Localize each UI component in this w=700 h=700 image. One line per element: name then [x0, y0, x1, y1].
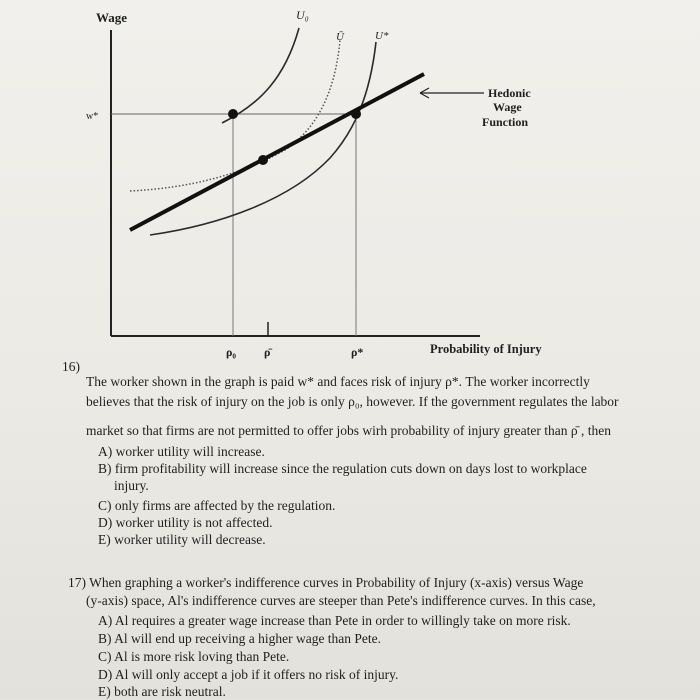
q17-option-a: A) Al requires a greater wage increase than Pete in order to willingly take on more risk.	[98, 613, 571, 628]
q16-line-2: believes that the risk of injury on the job is only ρ₀, however. If the government regulates the labor	[86, 394, 619, 409]
q17-line-2: (y-axis) space, Al's indifference curves are steeper than Pete's indifference curves. In this case,	[86, 593, 596, 608]
u0-label: U₀	[296, 8, 309, 22]
q17-option-d: D) Al will only accept a job if it offers no risk of injury.	[98, 667, 399, 682]
x-tick-pbar: ρ̄	[264, 345, 271, 359]
ustar-label: U*	[375, 30, 389, 42]
w-star-label: w*	[86, 111, 99, 122]
ustar-indifference-curve	[150, 42, 376, 235]
hedonic-label-line-2: Wage	[493, 100, 522, 114]
q17-option-e: E) both are risk neutral.	[98, 684, 226, 699]
q16-option-b-cont: injury.	[114, 478, 149, 493]
q17-option-b: B) Al will end up receiving a higher wage than Pete.	[98, 631, 382, 646]
y-axis-label: Wage	[96, 10, 128, 25]
q16-option-a: A) worker utility will increase.	[98, 444, 265, 459]
q16-line-1: The worker shown in the graph is paid w* and faces risk of injury ρ*. The worker incorrectly	[86, 374, 590, 389]
hedonic-wage-function-line	[130, 74, 424, 230]
q16-number: 16)	[62, 359, 80, 374]
u0-indifference-curve	[222, 28, 299, 123]
hedonic-label-line-1: Hedonic	[488, 86, 531, 100]
point-mid-curve	[258, 155, 268, 165]
point-pstar-w-star	[351, 109, 361, 119]
hedonic-label-line-3: Function	[482, 115, 529, 129]
point-p0-w-star	[228, 109, 238, 119]
ubar-label: Ū	[336, 31, 344, 43]
q17-option-c: C) Al is more risk loving than Pete.	[98, 649, 290, 664]
q16-option-e: E) worker utility will decrease.	[98, 532, 266, 547]
q17-line-1: 17) When graphing a worker's indifference curves in Probability of Injury (x-axis) versus Wage	[68, 575, 584, 590]
q16-option-c: C) only firms are affected by the regulation.	[98, 498, 336, 513]
q16-line-3: market so that firms are not permitted to offer jobs wirh probability of injury greater than ρ̄ , then	[86, 423, 611, 438]
q16-option-b: B) firm profitability will increase since the regulation cuts down on days lost to workplace	[98, 461, 587, 476]
q16-option-d: D) worker utility is not affected.	[98, 515, 273, 530]
x-tick-pstar: ρ*	[351, 345, 364, 359]
x-tick-p0: ρ₀	[226, 345, 237, 359]
x-axis-label: Probability of Injury	[430, 342, 542, 356]
